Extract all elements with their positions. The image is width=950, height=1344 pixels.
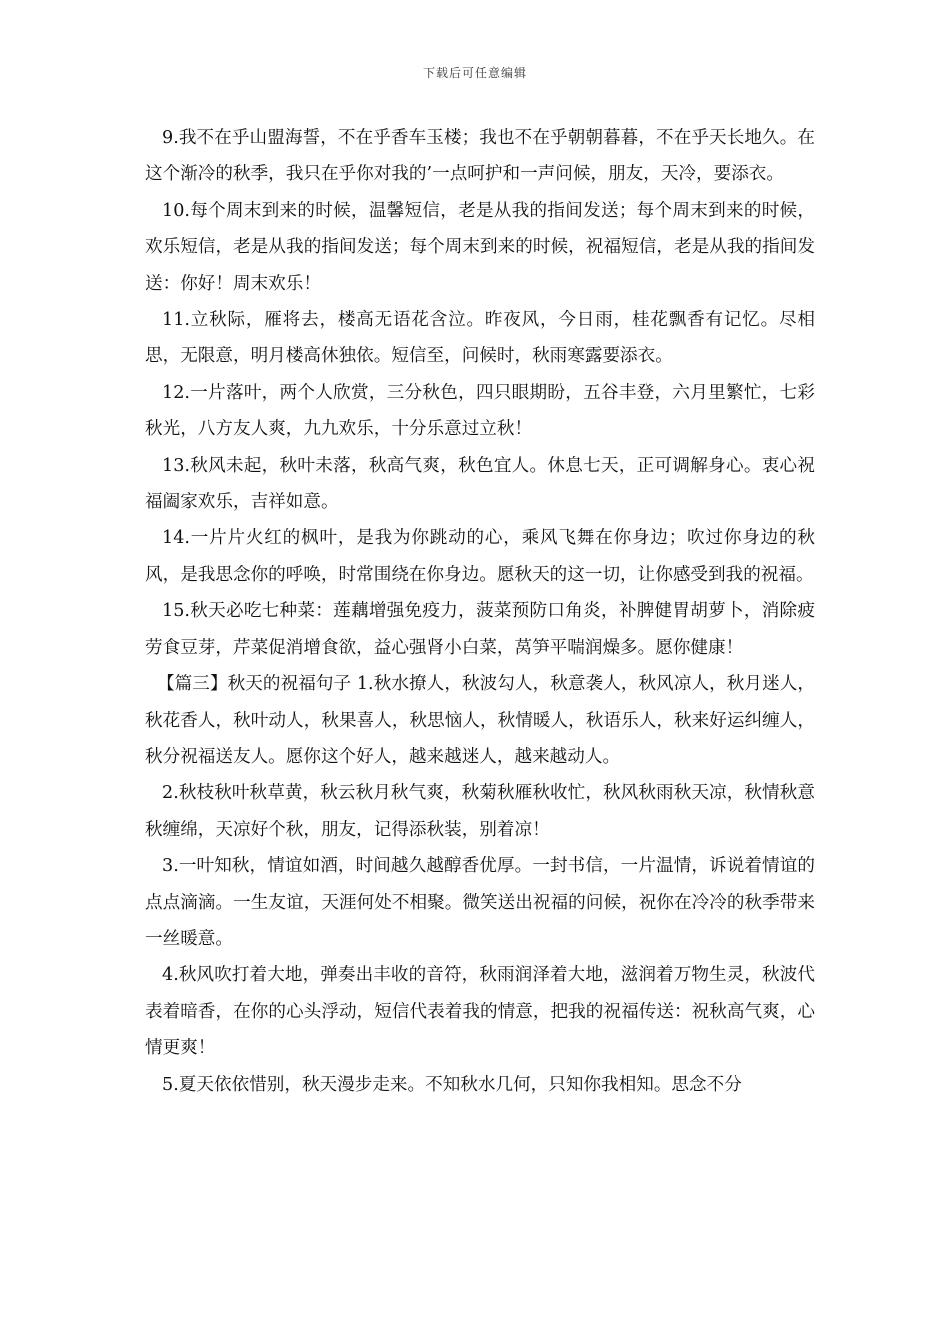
section-three-paragraph-1: 【篇三】秋天的祝福句子 1.秋水撩人，秋波勾人，秋意袭人，秋风凉人，秋月迷人，秋花香人，秋叶动人，秋果喜人，秋思恼人，秋情暖人，秋语乐人，秋来好运纠缠人，秋分祝福送友人。愿你这个好人，越来越迷人，越来越动人。 xyxy=(145,674,815,767)
paragraph-9: 9.我不在乎山盟海誓，不在乎香车玉楼；我也不在乎朝朝暮暮，不在乎天长地久。在这个渐冷的秋季，我只在乎你对我的’一点呵护和一声问候，朋友，天冷，要添衣。 xyxy=(145,128,815,185)
paragraph-12: 12.一片落叶，两个人欣赏，三分秋色，四只眼期盼，五谷丰登，六月里繁忙，七彩秋光，八方友人爽，九九欢乐，十分乐意过立秋！ xyxy=(145,382,815,440)
page-header-note: 下载后可任意编辑 xyxy=(422,66,527,80)
paragraph-15: 15.秋天必吃七种菜：莲藕增强免疫力，菠菜预防口角炎，补脾健胃胡萝卜，消除疲劳食豆芽，芹菜促消增食欲，益心强肾小白菜，莴笋平喘润燥多。愿你健康！ xyxy=(145,601,815,658)
section-three-paragraph-4: 4.秋风吹打着大地，弹奏出丰收的音符，秋雨润泽着大地，滋润着万物生灵，秋波代表着暗香，在你的心头浮动，短信代表着我的情意，把我的祝福传送：祝秋高气爽，心情更爽！ xyxy=(145,965,815,1059)
section-three-paragraph-5: 5.夏天依依惜别，秋天漫步走来。不知秋水几何，只知你我相知。思念不分 xyxy=(162,1074,742,1095)
section-three-paragraph-2: 2.秋枝秋叶秋草黄，秋云秋月秋气爽，秋菊秋雁秋收忙，秋风秋雨秋天凉，秋情秋意秋缠绵，天凉好个秋，朋友，记得添秋装，别着凉！ xyxy=(145,783,815,840)
paragraph-11: 11.立秋际，雁将去，楼高无语花含泣。昨夜风，今日雨，桂花飘香有记忆。尽相思，无限意，明月楼高休独依。短信至，问候时，秋雨寒露要添衣。 xyxy=(145,310,815,367)
paragraph-13: 13.秋风未起，秋叶未落，秋高气爽，秋色宜人。休息七天，正可调解身心。衷心祝福阖家欢乐，吉祥如意。 xyxy=(145,455,815,513)
document-body xyxy=(145,120,815,1103)
section-three-paragraph-3: 3.一叶知秋，情谊如酒，时间越久越醇香优厚。一封书信，一片温情，诉说着情谊的点点滴滴。一生友谊，天涯何处不相聚。微笑送出祝福的问候，祝你在冷冷的秋季带来一丝暖意。 xyxy=(145,856,815,949)
paragraph-14: 14.一片片火红的枫叶，是我为你跳动的心，乘风飞舞在你身边；吹过你身边的秋风，是我思念你的呼唤，时常围绕在你身边。愿秋天的这一切，让你感受到我的祝福。 xyxy=(145,528,815,585)
paragraph-10: 10.每个周末到来的时候，温馨短信，老是从我的指间发送；每个周末到来的时候，欢乐短信，老是从我的指间发送；每个周末到来的时候，祝福短信，老是从我的指间发送：你好！周末欢乐！ xyxy=(145,200,815,294)
